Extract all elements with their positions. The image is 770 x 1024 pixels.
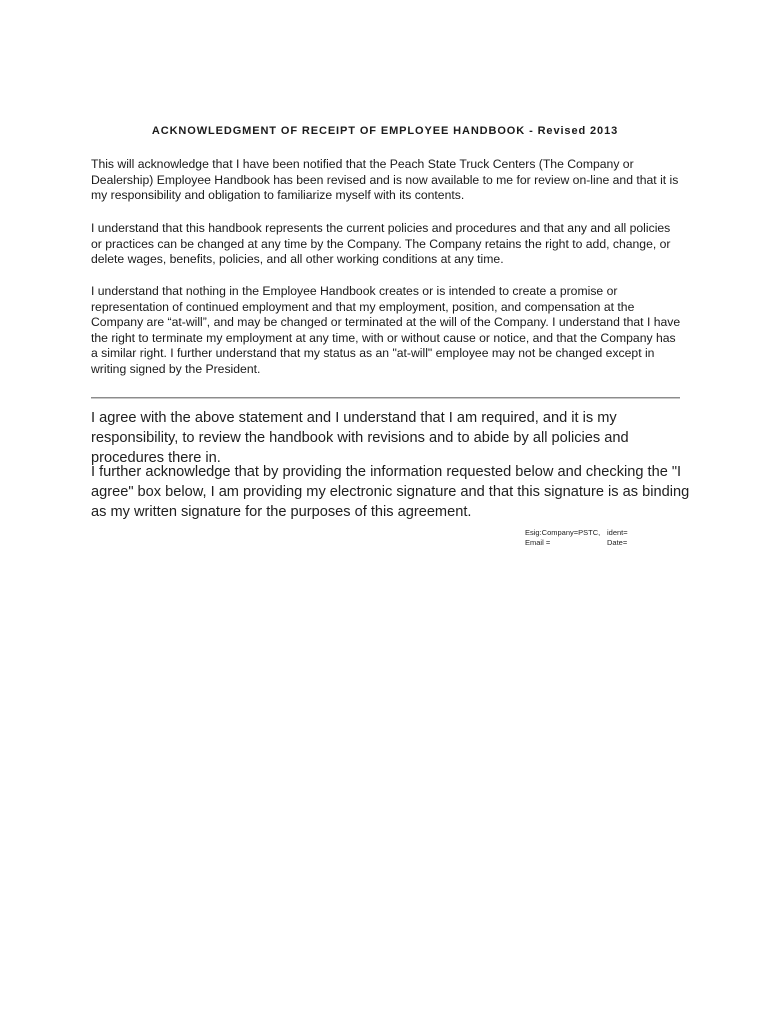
statement-electronic-signature: I further acknowledge that by providing the information requested below and checking the "I agree" box below, I am providing my electronic signature and that this signature is as binding as my written signature for the purposes of this agreement. [91, 464, 690, 520]
document-title: ACKNOWLEDGMENT OF RECEIPT OF EMPLOYEE HANDBOOK - Revised 2013 [151, 125, 619, 137]
esignature-block [525, 528, 628, 547]
esignature-row-1 [525, 528, 628, 538]
esig-date: Date= [607, 537, 628, 547]
esig-email: Email = [525, 537, 551, 547]
paragraph-notification: This will acknowledge that I have been notified that the Peach State Truck Centers (The Company or Dealership) Employee Handbook has been revised and is now available to me for review on-line and that it is my responsibility and obligation to familiarize myself with its contents. [91, 157, 679, 202]
paragraph-policies: I understand that this handbook represents the current policies and procedures and that any and all policies or practices can be changed at any time by the Company. The Company retains the right to add, change, or delete wages, benefits, policies, and all other working conditions at any time. [91, 221, 671, 266]
statement-agreement: I agree with the above statement and I understand that I am required, and it is my responsibility, to review the handbook with revisions and to abide by all policies and procedures there in. [91, 410, 629, 466]
esig-ident: ident= [607, 528, 628, 537]
paragraph-at-will: I understand that nothing in the Employee Handbook creates or is intended to create a promise or representation of continued employment and that my employment, position, and compensation at the Company are “at-will”, and may be changed or terminated at the will of the Company. I understand that I have the right to terminate my employment at any time, with or without cause or notice, and that the Company has a similar right. I further understand that my status as an "at-will" employee may not be changed except in writing signed by the President. [91, 284, 681, 376]
esig-company: Esig:Company=PSTC, [525, 528, 601, 537]
section-divider [91, 397, 680, 399]
esignature-row-2 [525, 538, 628, 548]
